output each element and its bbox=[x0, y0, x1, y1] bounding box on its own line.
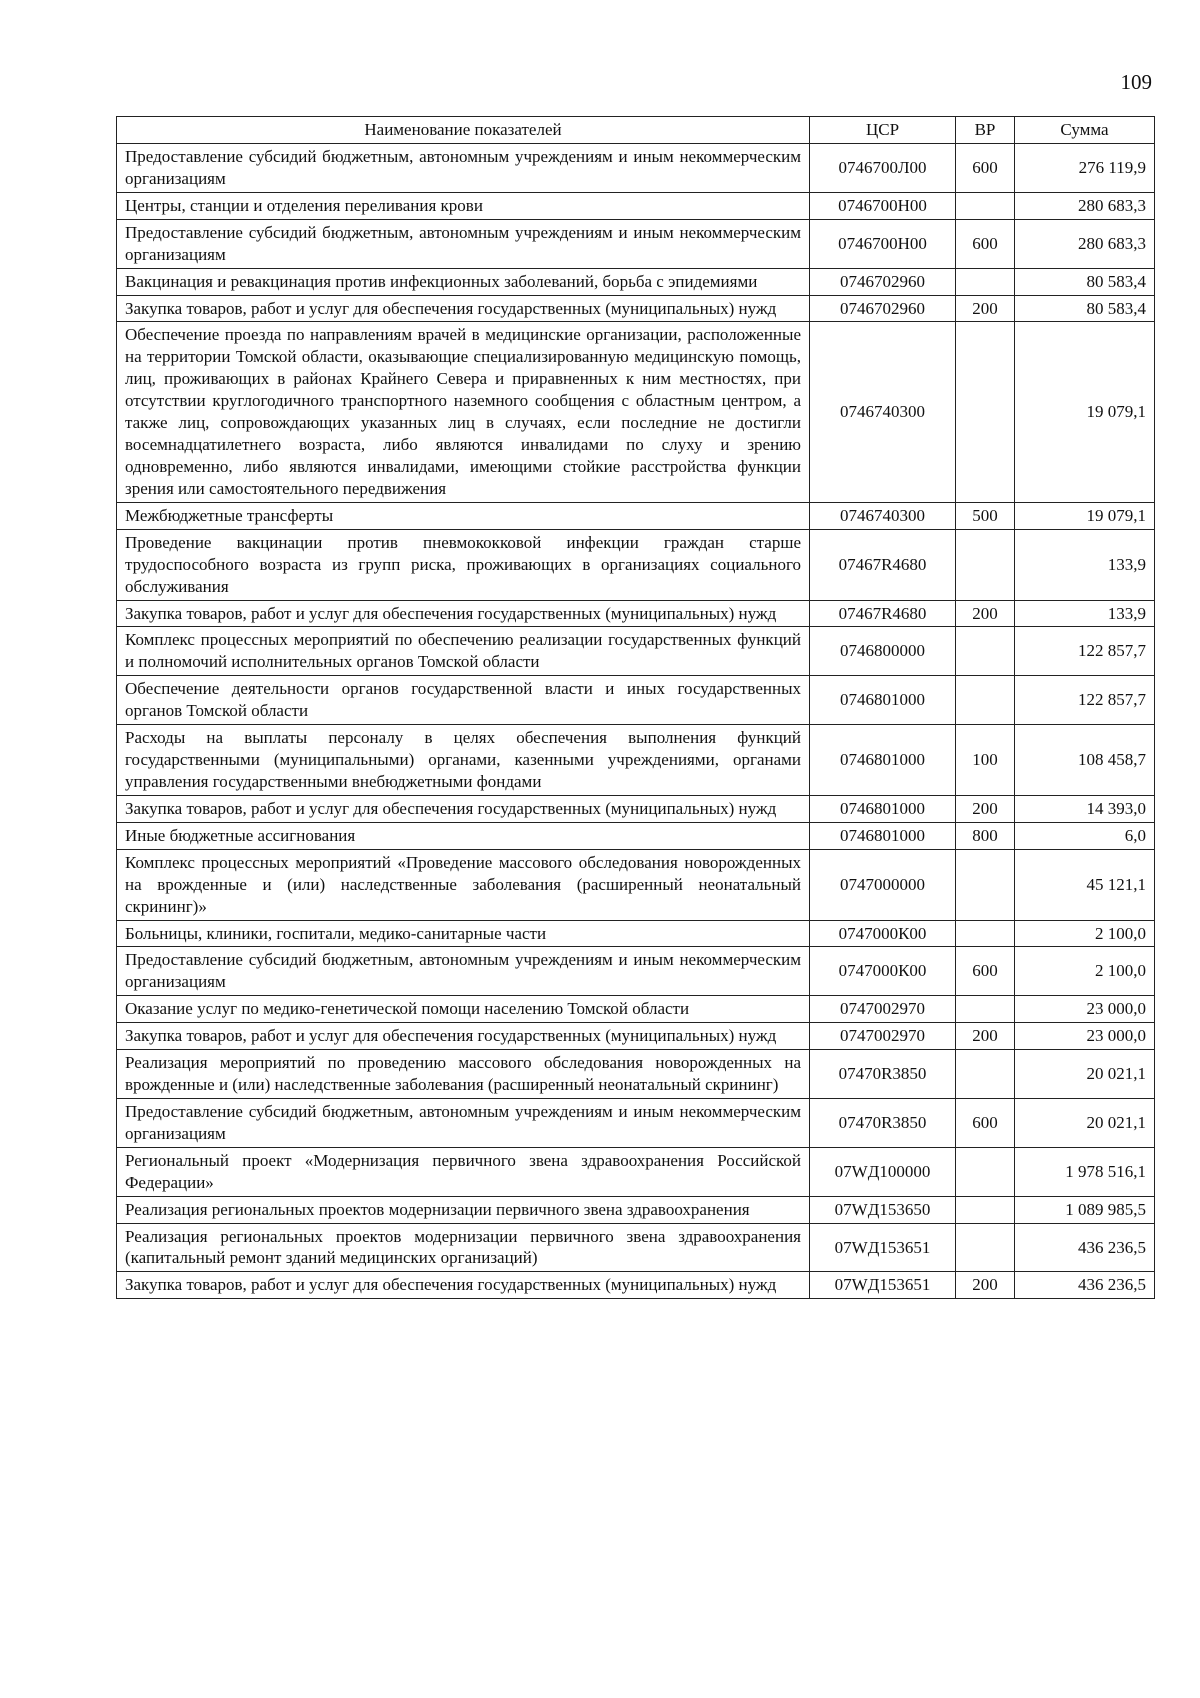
table-row bbox=[117, 1050, 1155, 1099]
row-name: Предоставление субсидий бюджетным, автономным учреждениям и иным некоммерческим организациям bbox=[117, 144, 810, 193]
row-vr bbox=[956, 1147, 1015, 1196]
table-row bbox=[117, 849, 1155, 920]
row-code: 07WД153650 bbox=[810, 1196, 956, 1223]
row-code: 0747000000 bbox=[810, 849, 956, 920]
row-vr bbox=[956, 1050, 1015, 1099]
row-name: Вакцинация и ревакцинация против инфекционных заболеваний, борьба с эпидемиями bbox=[117, 268, 810, 295]
row-code: 0746700Л00 bbox=[810, 144, 956, 193]
header-sum: Сумма bbox=[1015, 117, 1155, 144]
header-vr: ВР bbox=[956, 117, 1015, 144]
table-row bbox=[117, 725, 1155, 796]
table-row bbox=[117, 219, 1155, 268]
table-body bbox=[117, 144, 1155, 1299]
row-name: Центры, станции и отделения переливания крови bbox=[117, 192, 810, 219]
row-name: Обеспечение проезда по направлениям врачей в медицинские организации, расположенные на территории Томской области, оказывающие специализированную медицинскую помощь, лиц, проживающих в районах Крайнего Севера и приравненных к ним местностях, при отсутствии круглогодичного транспортного наземного сообщения с областным центром, а также лиц, сопровождающих указанных лиц в случаях, если последние не достигли восемнадцатилетнего возраста, либо являются инвалидами по слуху и зрению одновременно, либо являются инвалидами, имеющими стойкие расстройства функции зрения или самостоятельного передвижения bbox=[117, 322, 810, 502]
row-vr: 100 bbox=[956, 725, 1015, 796]
row-sum: 2 100,0 bbox=[1015, 947, 1155, 996]
row-vr bbox=[956, 849, 1015, 920]
table-row bbox=[117, 600, 1155, 627]
row-sum: 20 021,1 bbox=[1015, 1050, 1155, 1099]
row-vr bbox=[956, 996, 1015, 1023]
row-sum: 122 857,7 bbox=[1015, 676, 1155, 725]
row-sum: 280 683,3 bbox=[1015, 219, 1155, 268]
row-name: Предоставление субсидий бюджетным, автономным учреждениям и иным некоммерческим организациям bbox=[117, 947, 810, 996]
row-code: 07WД100000 bbox=[810, 1147, 956, 1196]
row-code: 0746801000 bbox=[810, 822, 956, 849]
row-vr bbox=[956, 676, 1015, 725]
row-sum: 23 000,0 bbox=[1015, 996, 1155, 1023]
row-name: Предоставление субсидий бюджетным, автономным учреждениям и иным некоммерческим организациям bbox=[117, 1098, 810, 1147]
row-name: Реализация региональных проектов модернизации первичного звена здравоохранения bbox=[117, 1196, 810, 1223]
row-sum: 436 236,5 bbox=[1015, 1223, 1155, 1272]
row-vr bbox=[956, 322, 1015, 502]
row-vr bbox=[956, 1196, 1015, 1223]
row-vr: 800 bbox=[956, 822, 1015, 849]
row-sum: 20 021,1 bbox=[1015, 1098, 1155, 1147]
row-vr bbox=[956, 920, 1015, 947]
table-header-row bbox=[117, 117, 1155, 144]
row-sum: 133,9 bbox=[1015, 529, 1155, 600]
table-row bbox=[117, 529, 1155, 600]
row-vr: 600 bbox=[956, 144, 1015, 193]
row-code: 0746800000 bbox=[810, 627, 956, 676]
row-sum: 6,0 bbox=[1015, 822, 1155, 849]
row-code: 07467R4680 bbox=[810, 529, 956, 600]
table-row bbox=[117, 1147, 1155, 1196]
row-sum: 14 393,0 bbox=[1015, 795, 1155, 822]
budget-table bbox=[116, 116, 1155, 1299]
row-code: 0747000К00 bbox=[810, 920, 956, 947]
row-code: 07WД153651 bbox=[810, 1223, 956, 1272]
row-code: 07470R3850 bbox=[810, 1050, 956, 1099]
table-row bbox=[117, 627, 1155, 676]
page-number: 109 bbox=[1120, 70, 1152, 94]
row-vr bbox=[956, 529, 1015, 600]
row-sum: 1 978 516,1 bbox=[1015, 1147, 1155, 1196]
row-vr: 600 bbox=[956, 1098, 1015, 1147]
row-sum: 23 000,0 bbox=[1015, 1023, 1155, 1050]
row-name: Региональный проект «Модернизация первичного звена здравоохранения Российской Федерации» bbox=[117, 1147, 810, 1196]
row-vr bbox=[956, 268, 1015, 295]
row-name: Закупка товаров, работ и услуг для обеспечения государственных (муниципальных) нужд bbox=[117, 1023, 810, 1050]
row-code: 0746700Н00 bbox=[810, 219, 956, 268]
row-vr bbox=[956, 192, 1015, 219]
row-name: Расходы на выплаты персоналу в целях обеспечения выполнения функций государственными (муниципальными) органами, казенными учреждениями, органами управления государственными внебюджетными фондами bbox=[117, 725, 810, 796]
row-name: Комплекс процессных мероприятий «Проведение массового обследования новорожденных на врожденные и (или) наследственные заболевания (расширенный неонатальный скрининг)» bbox=[117, 849, 810, 920]
row-code: 0746740300 bbox=[810, 322, 956, 502]
row-code: 0746702960 bbox=[810, 268, 956, 295]
row-vr: 500 bbox=[956, 502, 1015, 529]
row-name: Закупка товаров, работ и услуг для обеспечения государственных (муниципальных) нужд bbox=[117, 1272, 810, 1299]
table-row bbox=[117, 268, 1155, 295]
row-sum: 276 119,9 bbox=[1015, 144, 1155, 193]
row-name: Обеспечение деятельности органов государственной власти и иных государственных органов Томской области bbox=[117, 676, 810, 725]
row-vr: 200 bbox=[956, 1272, 1015, 1299]
table-row bbox=[117, 996, 1155, 1023]
row-name: Реализация региональных проектов модернизации первичного звена здравоохранения (капитальный ремонт зданий медицинских организаций) bbox=[117, 1223, 810, 1272]
row-sum: 19 079,1 bbox=[1015, 322, 1155, 502]
row-code: 07467R4680 bbox=[810, 600, 956, 627]
header-code: ЦСР bbox=[810, 117, 956, 144]
row-sum: 45 121,1 bbox=[1015, 849, 1155, 920]
table-row bbox=[117, 795, 1155, 822]
row-vr bbox=[956, 1223, 1015, 1272]
row-code: 0746700Н00 bbox=[810, 192, 956, 219]
row-sum: 108 458,7 bbox=[1015, 725, 1155, 796]
row-name: Реализация мероприятий по проведению массового обследования новорожденных на врожденные и (или) наследственные заболевания (расширенный неонатальный скрининг) bbox=[117, 1050, 810, 1099]
row-sum: 80 583,4 bbox=[1015, 268, 1155, 295]
row-sum: 80 583,4 bbox=[1015, 295, 1155, 322]
row-code: 0746740300 bbox=[810, 502, 956, 529]
row-vr bbox=[956, 627, 1015, 676]
row-name: Закупка товаров, работ и услуг для обеспечения государственных (муниципальных) нужд bbox=[117, 795, 810, 822]
row-name: Предоставление субсидий бюджетным, автономным учреждениям и иным некоммерческим организациям bbox=[117, 219, 810, 268]
row-code: 0746801000 bbox=[810, 676, 956, 725]
row-name: Закупка товаров, работ и услуг для обеспечения государственных (муниципальных) нужд bbox=[117, 295, 810, 322]
table-row bbox=[117, 322, 1155, 502]
row-name: Межбюджетные трансферты bbox=[117, 502, 810, 529]
table-row bbox=[117, 1098, 1155, 1147]
row-name: Закупка товаров, работ и услуг для обеспечения государственных (муниципальных) нужд bbox=[117, 600, 810, 627]
table-row bbox=[117, 1023, 1155, 1050]
table-row bbox=[117, 1196, 1155, 1223]
row-sum: 19 079,1 bbox=[1015, 502, 1155, 529]
row-vr: 200 bbox=[956, 795, 1015, 822]
row-code: 0747000К00 bbox=[810, 947, 956, 996]
row-code: 0746801000 bbox=[810, 725, 956, 796]
row-sum: 1 089 985,5 bbox=[1015, 1196, 1155, 1223]
header-name: Наименование показателей bbox=[117, 117, 810, 144]
table-row bbox=[117, 676, 1155, 725]
row-code: 07470R3850 bbox=[810, 1098, 956, 1147]
row-name: Иные бюджетные ассигнования bbox=[117, 822, 810, 849]
table-row bbox=[117, 295, 1155, 322]
row-sum: 122 857,7 bbox=[1015, 627, 1155, 676]
row-vr: 600 bbox=[956, 219, 1015, 268]
row-code: 0746801000 bbox=[810, 795, 956, 822]
row-code: 07WД153651 bbox=[810, 1272, 956, 1299]
table-row bbox=[117, 822, 1155, 849]
row-vr: 200 bbox=[956, 600, 1015, 627]
row-name: Комплекс процессных мероприятий по обеспечению реализации государственных функций и полномочий исполнительных органов Томской области bbox=[117, 627, 810, 676]
row-vr: 600 bbox=[956, 947, 1015, 996]
row-sum: 2 100,0 bbox=[1015, 920, 1155, 947]
table-row bbox=[117, 1223, 1155, 1272]
table-row bbox=[117, 144, 1155, 193]
row-vr: 200 bbox=[956, 295, 1015, 322]
table-row bbox=[117, 920, 1155, 947]
table-row bbox=[117, 192, 1155, 219]
table-row bbox=[117, 502, 1155, 529]
row-code: 0747002970 bbox=[810, 996, 956, 1023]
row-code: 0746702960 bbox=[810, 295, 956, 322]
row-sum: 436 236,5 bbox=[1015, 1272, 1155, 1299]
table-row bbox=[117, 947, 1155, 996]
row-sum: 280 683,3 bbox=[1015, 192, 1155, 219]
row-sum: 133,9 bbox=[1015, 600, 1155, 627]
row-vr: 200 bbox=[956, 1023, 1015, 1050]
row-code: 0747002970 bbox=[810, 1023, 956, 1050]
row-name: Оказание услуг по медико-генетической помощи населению Томской области bbox=[117, 996, 810, 1023]
table-row bbox=[117, 1272, 1155, 1299]
row-name: Больницы, клиники, госпитали, медико-санитарные части bbox=[117, 920, 810, 947]
row-name: Проведение вакцинации против пневмококковой инфекции граждан старше трудоспособного возраста из групп риска, проживающих в организациях социального обслуживания bbox=[117, 529, 810, 600]
